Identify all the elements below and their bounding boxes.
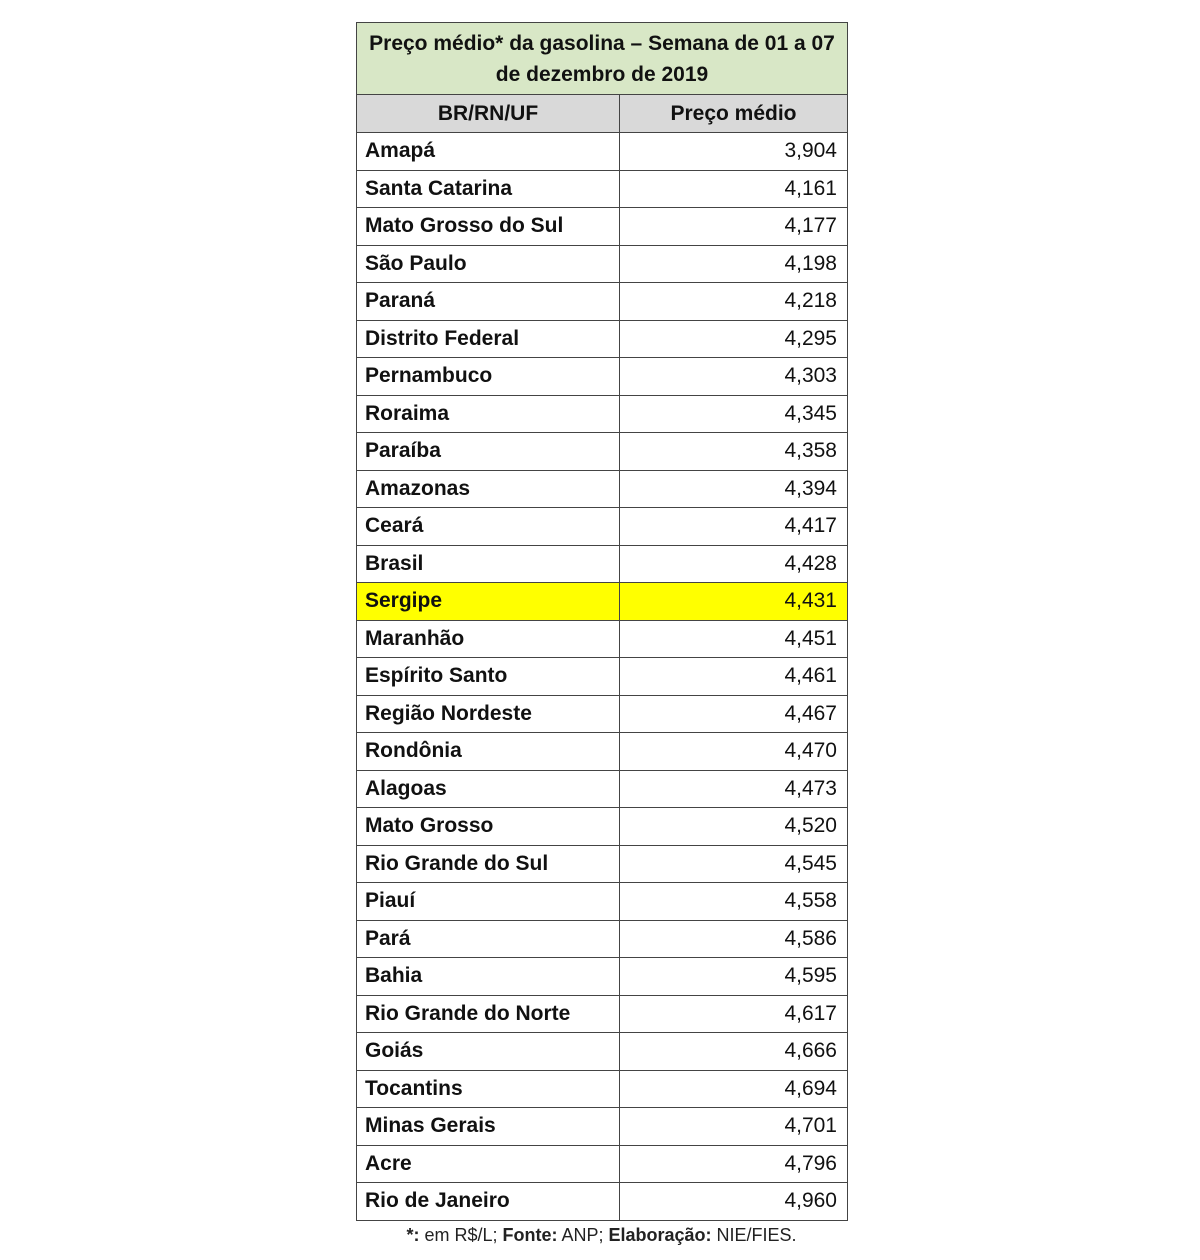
table-row [357,658,848,696]
region-name-cell: Alagoas [357,770,620,808]
table-row [357,283,848,321]
region-name-cell: Paraíba [357,433,620,471]
region-name-cell: Paraná [357,283,620,321]
price-cell: 4,358 [620,433,848,471]
price-cell: 4,428 [620,545,848,583]
price-cell: 3,904 [620,133,848,171]
price-cell: 4,470 [620,733,848,771]
price-cell: 4,520 [620,808,848,846]
footnote-prepared-text: NIE/FIES. [711,1225,797,1245]
price-cell: 4,960 [620,1183,848,1221]
table-row [357,995,848,1033]
region-name-cell: Rondônia [357,733,620,771]
price-cell: 4,345 [620,395,848,433]
table-row [357,620,848,658]
region-name-cell: Bahia [357,958,620,996]
table-row [357,170,848,208]
table-row [357,958,848,996]
region-name-cell: Acre [357,1145,620,1183]
column-header-region: BR/RN/UF [357,95,620,133]
table-row [357,1033,848,1071]
region-name-cell: São Paulo [357,245,620,283]
table-row [357,545,848,583]
region-name-cell: Pernambuco [357,358,620,396]
table-row [357,695,848,733]
table-row [357,245,848,283]
table-body [357,133,848,1221]
price-cell: 4,473 [620,770,848,808]
table-row [357,845,848,883]
region-name-cell: Mato Grosso do Sul [357,208,620,246]
region-name-cell: Roraima [357,395,620,433]
table-row [357,320,848,358]
footnote-source-text: ANP; [557,1225,609,1245]
region-name-cell: Piauí [357,883,620,921]
price-cell: 4,694 [620,1070,848,1108]
table-row [357,470,848,508]
region-name-cell: Região Nordeste [357,695,620,733]
table-row-highlighted [357,583,848,621]
region-name-cell: Distrito Federal [357,320,620,358]
price-cell: 4,461 [620,658,848,696]
price-cell: 4,218 [620,283,848,321]
price-cell: 4,586 [620,920,848,958]
price-cell: 4,467 [620,695,848,733]
price-cell: 4,161 [620,170,848,208]
price-cell: 4,431 [620,583,848,621]
table-row [357,1070,848,1108]
table-row [357,1183,848,1221]
price-cell: 4,666 [620,1033,848,1071]
price-cell: 4,417 [620,508,848,546]
region-name-cell: Ceará [357,508,620,546]
table-row [357,395,848,433]
table-row [357,1108,848,1146]
table-row [357,133,848,171]
region-name-cell: Pará [357,920,620,958]
region-name-cell: Amazonas [357,470,620,508]
region-name-cell: Maranhão [357,620,620,658]
region-name-cell: Rio Grande do Norte [357,995,620,1033]
price-cell: 4,303 [620,358,848,396]
price-cell: 4,701 [620,1108,848,1146]
region-name-cell: Rio de Janeiro [357,1183,620,1221]
region-name-cell: Mato Grosso [357,808,620,846]
footnote [356,1225,847,1246]
region-name-cell: Minas Gerais [357,1108,620,1146]
region-name-cell: Sergipe [357,583,620,621]
price-cell: 4,451 [620,620,848,658]
table-row [357,770,848,808]
region-name-cell: Brasil [357,545,620,583]
table-row [357,1145,848,1183]
region-name-cell: Goiás [357,1033,620,1071]
table-row [357,433,848,471]
region-name-cell: Espírito Santo [357,658,620,696]
footnote-prepared-label: Elaboração: [608,1225,712,1245]
table-row [357,733,848,771]
table-row [357,883,848,921]
price-cell: 4,198 [620,245,848,283]
table-title: Preço médio* da gasolina – Semana de 01 a 07 de dezembro de 2019 [357,23,848,95]
table-row [357,508,848,546]
price-cell: 4,295 [620,320,848,358]
region-name-cell: Santa Catarina [357,170,620,208]
table-row [357,208,848,246]
footnote-source-label: Fonte: [502,1225,558,1245]
price-table-container [356,22,847,1221]
column-header-price: Preço médio [620,95,848,133]
footnote-unit-text: em R$/L; [419,1225,503,1245]
table-row [357,808,848,846]
table-row [357,920,848,958]
price-cell: 4,796 [620,1145,848,1183]
region-name-cell: Tocantins [357,1070,620,1108]
footnote-unit-label: *: [406,1225,420,1245]
region-name-cell: Amapá [357,133,620,171]
gasoline-price-table [356,22,848,1221]
price-cell: 4,558 [620,883,848,921]
price-cell: 4,545 [620,845,848,883]
table-row [357,358,848,396]
region-name-cell: Rio Grande do Sul [357,845,620,883]
price-cell: 4,177 [620,208,848,246]
price-cell: 4,617 [620,995,848,1033]
price-cell: 4,394 [620,470,848,508]
price-cell: 4,595 [620,958,848,996]
